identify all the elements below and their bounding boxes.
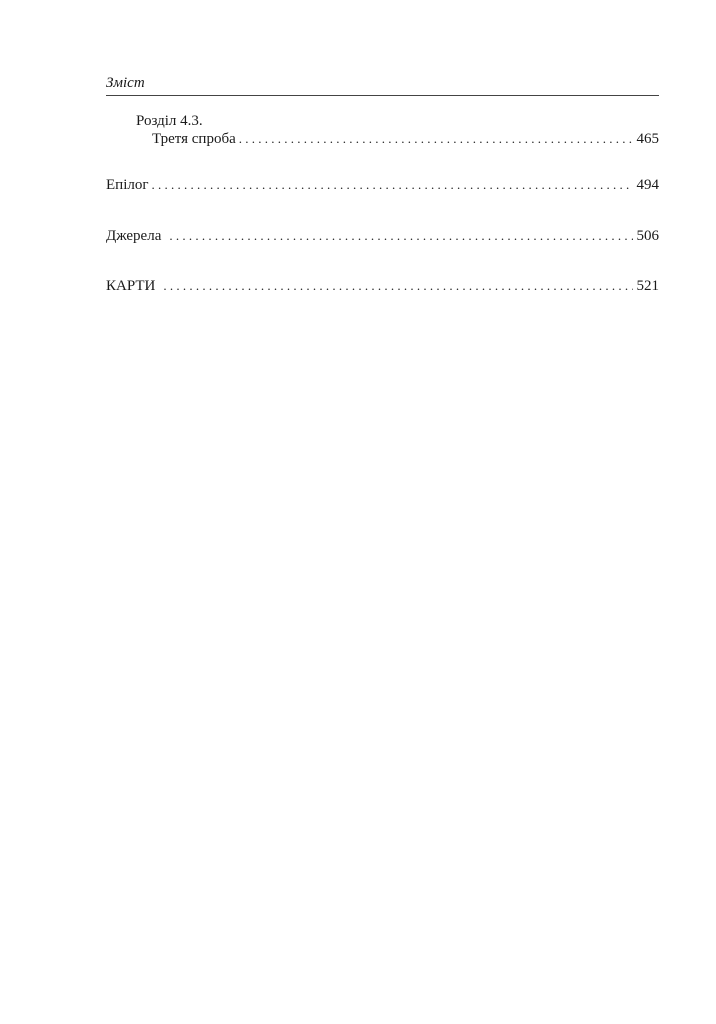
header-rule <box>106 95 659 96</box>
toc-entry-title: Третя спроба <box>152 131 236 147</box>
toc-entry-maps <box>106 277 659 295</box>
toc-entry-page: 506 <box>636 228 659 244</box>
toc-entry-epilogue <box>106 176 659 194</box>
dot-leader <box>163 277 632 295</box>
toc-entry-title: Джерела <box>106 228 162 244</box>
toc-entry-page: 521 <box>636 278 659 294</box>
dot-leader <box>169 227 632 245</box>
toc-entry-sources <box>106 227 659 245</box>
toc-entry-title: КАРТИ <box>106 278 156 294</box>
dot-leader <box>152 176 633 194</box>
running-header-title: Зміст <box>106 75 145 91</box>
toc-entry-page: 494 <box>636 177 659 193</box>
toc-entry-title: Епілог <box>106 177 149 193</box>
toc-entry-page: 465 <box>636 131 659 147</box>
dot-leader <box>239 130 633 148</box>
toc-entry-section-4-3 <box>152 130 659 148</box>
toc-section-label: Розділ 4.3. <box>136 113 203 129</box>
